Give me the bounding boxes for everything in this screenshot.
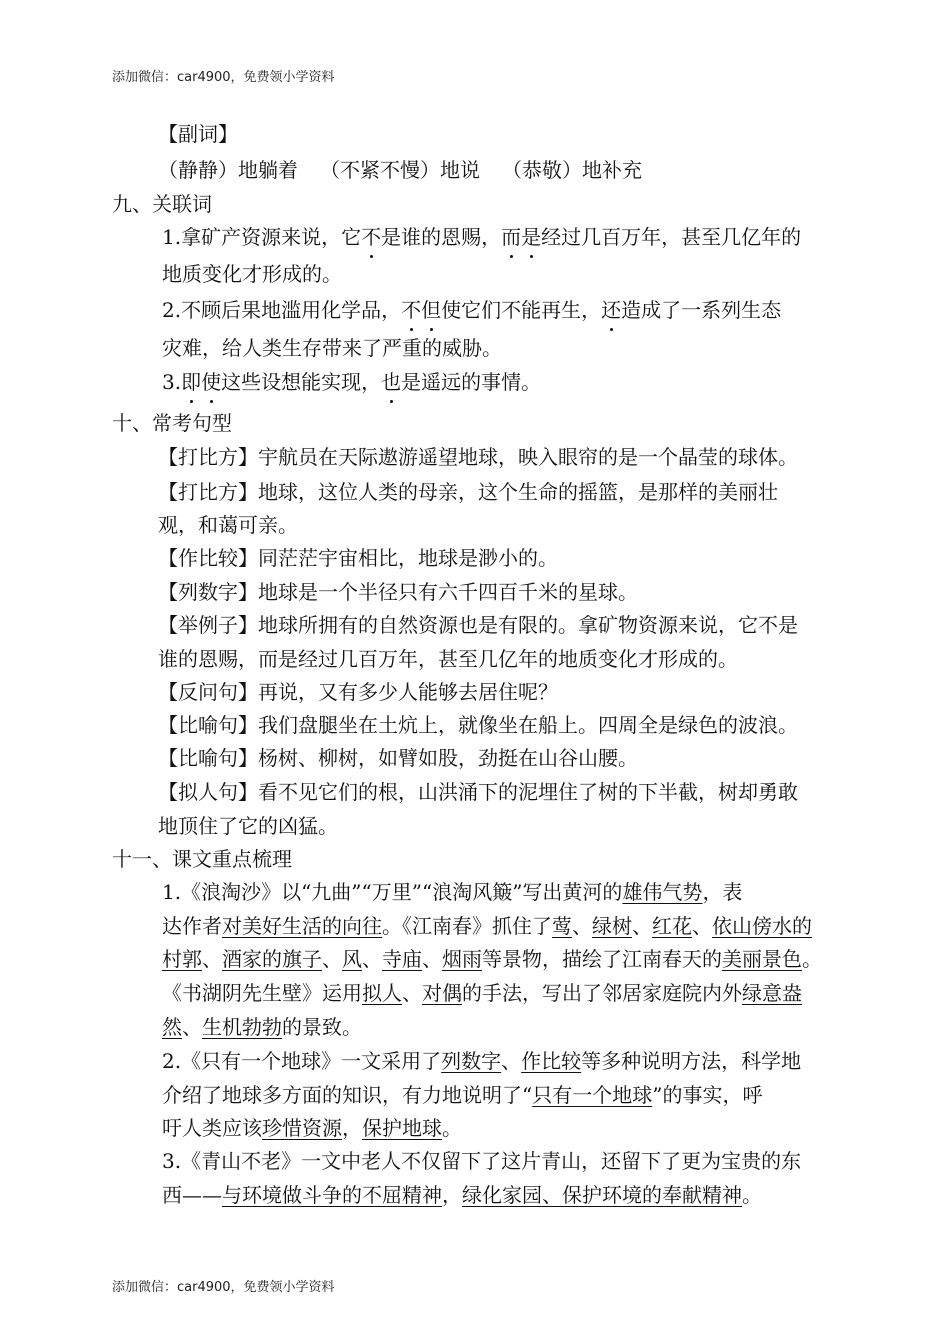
key-phrase: 只有一个地球 <box>532 1083 653 1107</box>
emphasis-dot: 还 <box>601 298 622 322</box>
conjunction-sentence-2: 2.不顾后果地滥用化学品，不但使它们不能再生，还造成了一系列生态 <box>162 298 782 322</box>
key-phrase: 然 <box>162 1015 182 1039</box>
pattern-item: 【打比方】地球，这位人类的母亲，这个生命的摇篮，是那样的美丽壮 <box>158 480 778 504</box>
pattern-item-cont: 谁的恩赐，而是经过几百万年，甚至几亿年的地质变化才形成的。 <box>158 647 738 671</box>
emphasis-dot: 即 <box>181 370 202 394</box>
key-phrase: 美丽景色 <box>722 947 802 971</box>
key-phrase: 莺 <box>552 914 572 938</box>
key-phrase: 与环境做斗争的不屈精神 <box>222 1183 442 1207</box>
section-heading-patterns: 十、常考句型 <box>112 411 232 435</box>
key-phrase: 村郭 <box>162 947 202 971</box>
review-p1-line: 村郭、酒家的旗子、风、寺庙、烟雨等景物，描绘了江南春天的美丽景色。 <box>162 947 822 971</box>
key-phrase: 绿树 <box>592 914 632 938</box>
conjunction-sentence-2-cont: 灾难，给人类生存带来了严重的威胁。 <box>162 336 502 360</box>
pattern-item-cont: 观，和蔼可亲。 <box>158 513 298 537</box>
review-p1-line: 然、生机勃勃的景致。 <box>162 1015 362 1039</box>
key-phrase: 作比较 <box>521 1049 582 1073</box>
pattern-item: 【列数字】地球是一个半径只有六千四百千米的星球。 <box>158 580 638 604</box>
adverb-examples <box>158 160 642 180</box>
section-heading-conjunctions: 九、关联词 <box>112 192 212 216</box>
key-phrase: 对偶 <box>422 981 462 1005</box>
key-phrase: 拟人 <box>362 981 402 1005</box>
emphasis-dot: 是 <box>521 225 542 249</box>
section-heading-review: 十一、课文重点梳理 <box>112 847 292 871</box>
review-p1-line: 1.《浪淘沙》以“九曲”“万里”“浪淘风簸”写出黄河的雄伟气势，表 <box>162 880 743 904</box>
adverb-item: （不紧不慢）地说 <box>320 158 480 182</box>
pattern-item: 【比喻句】杨树、柳树，如臂如股，劲挺在山谷山腰。 <box>158 746 638 770</box>
review-p3-line: 西——与环境做斗争的不屈精神，绿化家园、保护环境的奉献精神。 <box>162 1183 762 1207</box>
emphasis-dot: 但 <box>421 298 442 322</box>
emphasis-dot: 不 <box>401 298 422 322</box>
pattern-item: 【打比方】宇航员在天际遨游遥望地球，映入眼帘的是一个晶莹的球体。 <box>158 445 798 469</box>
emphasis-dot: 而 <box>501 225 522 249</box>
review-p1-line: 《书湖阴先生壁》运用拟人、对偶的手法，写出了邻居家庭院内外绿意盎 <box>162 981 802 1005</box>
emphasis-dot: 不 <box>361 225 382 249</box>
key-phrase: 红花 <box>652 914 692 938</box>
review-p2-line: 吁人类应该珍惜资源，保护地球。 <box>162 1116 462 1140</box>
adverb-title: 【副词】 <box>158 122 238 146</box>
conjunction-sentence-3: 3.即使这些设想能实现，也是遥远的事情。 <box>162 370 542 394</box>
key-phrase: 保护地球 <box>362 1116 442 1140</box>
adverb-item: （静静）地躺着 <box>158 158 298 182</box>
key-phrase: 雄伟气势 <box>622 880 703 904</box>
key-phrase: 绿化家园、保护环境的奉献精神 <box>462 1183 742 1207</box>
key-phrase: 生机勃勃 <box>202 1015 282 1039</box>
pattern-item: 【举例子】地球所拥有的自然资源也是有限的。拿矿物资源来说，它不是 <box>158 613 798 637</box>
key-phrase: 寺庙 <box>382 947 422 971</box>
key-phrase: 风 <box>342 947 362 971</box>
pattern-item: 【反问句】再说，又有多少人能够去居住呢？ <box>158 680 558 704</box>
review-p1-line: 达作者对美好生活的向往。《江南春》抓住了莺、绿树、红花、依山傍水的 <box>162 914 812 938</box>
key-phrase: 对美好生活的向往 <box>222 914 382 938</box>
conjunction-sentence-1: 1.拿矿产资源来说，它不是谁的恩赐，而是经过几百万年，甚至几亿年的 <box>162 225 802 249</box>
review-p3-line: 3.《青山不老》一文中老人不仅留下了这片青山，还留下了更为宝贵的东 <box>162 1149 802 1173</box>
pattern-item: 【拟人句】看不见它们的根，山洪涌下的泥埋住了树的下半截，树却勇敢 <box>158 780 798 804</box>
pattern-item: 【作比较】同茫茫宇宙相比，地球是渺小的。 <box>158 546 558 570</box>
conjunction-sentence-1-cont: 地质变化才形成的。 <box>162 262 342 286</box>
adverb-item: （恭敬）地补充 <box>502 158 642 182</box>
key-phrase: 酒家的旗子 <box>222 947 322 971</box>
pattern-item: 【比喻句】我们盘腿坐在土炕上，就像坐在船上。四周全是绿色的波浪。 <box>158 713 798 737</box>
review-p2-line: 介绍了地球多方面的知识，有力地说明了“只有一个地球”的事实，呼 <box>162 1083 763 1107</box>
footer-note: 添加微信：car4900，免费领小学资料 <box>112 1280 335 1295</box>
header-note: 添加微信：car4900，免费领小学资料 <box>112 70 335 85</box>
key-phrase: 珍惜资源 <box>262 1116 342 1140</box>
key-phrase: 绿意盎 <box>742 981 802 1005</box>
key-phrase: 依山傍水的 <box>712 914 812 938</box>
key-phrase: 列数字 <box>441 1049 502 1073</box>
emphasis-dot: 使 <box>201 370 222 394</box>
key-phrase: 烟雨 <box>442 947 482 971</box>
pattern-item-cont: 地顶住了它的凶猛。 <box>158 814 338 838</box>
emphasis-dot: 也 <box>381 370 402 394</box>
review-p2-line: 2.《只有一个地球》一文采用了列数字、作比较等多种说明方法，科学地 <box>162 1049 802 1073</box>
